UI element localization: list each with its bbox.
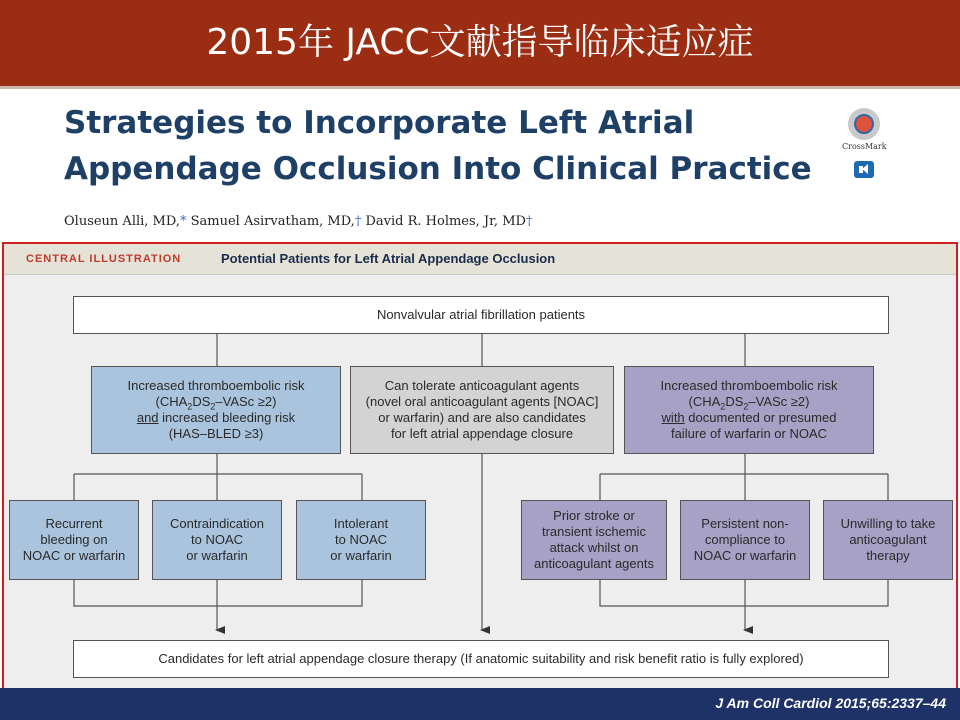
child-text-line: Intolerant bbox=[333, 516, 389, 531]
center-criteria-line-1: Can tolerate anticoagulant agents bbox=[384, 378, 580, 393]
journal-citation: J Am Coll Cardiol 2015;65:2337–44 bbox=[715, 695, 946, 711]
child-text-line: compliance to bbox=[704, 532, 786, 547]
author-name: Oluseun Alli, MD, bbox=[64, 214, 180, 229]
right-criteria-box bbox=[624, 366, 874, 454]
paper-title-line-1: Strategies to Incorporate Left Atrial bbox=[64, 105, 695, 141]
child-text-line: transient ischemic bbox=[541, 524, 647, 539]
child-text-line: Contraindication bbox=[170, 516, 264, 531]
child-text-line: or warfarin bbox=[330, 548, 392, 563]
top-box: Nonvalvular atrial fibrillation patients bbox=[73, 296, 889, 334]
right-criteria-line-1: Increased thromboembolic risk bbox=[660, 378, 838, 393]
connector-left-split bbox=[74, 454, 362, 500]
child-text-line: Recurrent bbox=[45, 516, 103, 531]
central-illustration-title: Potential Patients for Left Atrial Appendage Occlusion bbox=[221, 251, 556, 266]
child-text-line: attack whilst on bbox=[549, 540, 639, 555]
child-text-line: anticoagulant bbox=[849, 532, 927, 547]
connector-right-split bbox=[600, 454, 888, 500]
right-child-box-unwilling bbox=[823, 500, 953, 580]
child-text-line: bleeding on bbox=[40, 532, 108, 547]
author-mark: * bbox=[179, 214, 187, 229]
crossmark-label: CrossMark bbox=[842, 142, 887, 151]
center-criteria-line-3: or warfarin) and are also candidates bbox=[378, 410, 586, 425]
connector-right-merge bbox=[600, 580, 888, 606]
child-text-line: Prior stroke or bbox=[553, 508, 635, 523]
child-text-line: anticoagulant agents bbox=[534, 556, 654, 571]
left-criteria-line-1: Increased thromboembolic risk bbox=[127, 378, 305, 393]
center-criteria-line-2: (novel oral anticoagulant agents [NOAC] bbox=[365, 394, 599, 409]
left-criteria-line-3: and increased bleeding risk bbox=[136, 410, 296, 425]
bottom-outcome-box: Candidates for left atrial appendage closure therapy (If anatomic suitability and risk benefit ratio is fully explored) bbox=[73, 640, 889, 678]
left-criteria-box bbox=[91, 366, 341, 454]
center-criteria-line-4: for left atrial appendage closure bbox=[390, 426, 574, 441]
center-criteria-box bbox=[350, 366, 614, 454]
left-child-box-intolerant bbox=[296, 500, 426, 580]
right-child-box-noncompliance bbox=[680, 500, 810, 580]
author-name: Samuel Asirvatham, MD, bbox=[190, 214, 355, 229]
left-criteria-line-2: ($CHA_2DS_2$–VASc ≥2) bbox=[155, 394, 277, 412]
right-child-box-prior-stroke bbox=[521, 500, 667, 580]
left-criteria-line-4: (HAS–BLED ≥3) bbox=[168, 426, 264, 441]
author-name: David R. Holmes, Jr, MD bbox=[365, 214, 526, 229]
right-criteria-line-2: ($CHA_2DS_2$–VASc ≥2) bbox=[688, 394, 810, 412]
left-child-box-contraindication bbox=[152, 500, 282, 580]
author-mark: † bbox=[354, 214, 362, 229]
child-text-line: Persistent non- bbox=[701, 516, 789, 531]
child-text-line: to NOAC bbox=[190, 532, 243, 547]
connector-left-merge bbox=[74, 580, 362, 606]
child-text-line: NOAC or warfarin bbox=[22, 548, 126, 563]
left-child-box-recurrent-bleeding bbox=[9, 500, 139, 580]
child-text-line: Unwilling to take bbox=[840, 516, 936, 531]
child-text-line: or warfarin bbox=[186, 548, 248, 563]
central-illustration-tag: CENTRAL ILLUSTRATION bbox=[26, 253, 182, 265]
right-criteria-line-3: with documented or presumed bbox=[661, 410, 837, 425]
child-text-line: NOAC or warfarin bbox=[693, 548, 797, 563]
child-text-line: to NOAC bbox=[334, 532, 387, 547]
author-mark: † bbox=[525, 214, 533, 229]
child-text-line: therapy bbox=[866, 548, 910, 563]
slide-title: 2015年 JACC文献指导临床适应症 bbox=[206, 22, 754, 63]
paper-title-line-2: Appendage Occlusion Into Clinical Practice bbox=[64, 151, 812, 187]
right-criteria-line-4: failure of warfarin or NOAC bbox=[670, 426, 828, 441]
